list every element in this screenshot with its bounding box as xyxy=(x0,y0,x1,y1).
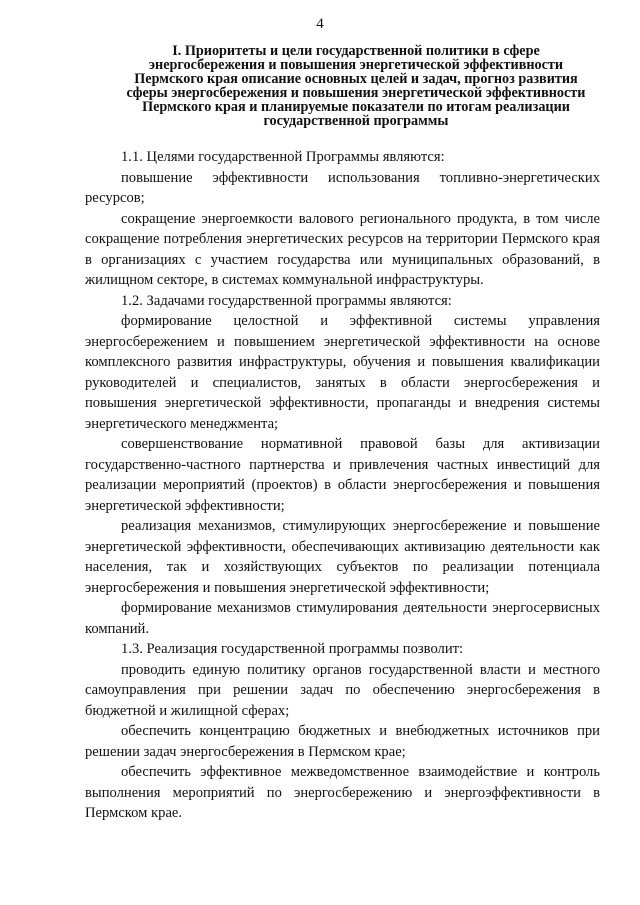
section-title xyxy=(96,44,616,128)
paragraph-result-interaction: обеспечить эффективное межведомственное взаимодействие и контроль выполнения мероприятий по энергосбережению и энергоэффективности в Пермском крае. xyxy=(85,764,600,821)
document-body xyxy=(85,147,600,824)
paragraph-goal-energy-intensity: сокращение энергоемкости валового регионального продукта, в том числе сокращение потребления энергетических ресурсов на территории Пермского края в организациях с участием государства или муниципальных образований, в жилищном секторе, в системах коммунальной инфраструктуры. xyxy=(85,210,600,288)
title-line: Пермского края и планируемые показатели по итогам реализации xyxy=(142,99,570,115)
paragraph-tasks-heading: 1.2. Задачами государственной программы являются: xyxy=(121,292,452,309)
title-line: I. Приоритеты и цели государственной политики в сфере xyxy=(172,43,540,59)
title-line: сферы энергосбережения и повышения энергетической эффективности xyxy=(126,85,586,101)
title-line: Пермского края описание основных целей и задач, прогноз развития xyxy=(134,71,578,87)
paragraph-goal-efficiency: повышение эффективности использования топливно-энергетических ресурсов; xyxy=(85,169,600,206)
page-number: 4 xyxy=(316,16,324,32)
paragraph-result-funding: обеспечить концентрацию бюджетных и внебюджетных источников при решении задач энергосбережения в Пермском крае; xyxy=(85,723,600,760)
title-line: энергосбережения и повышения энергетической эффективности xyxy=(148,57,564,73)
title-line: государственной программы xyxy=(263,113,449,129)
paragraph-results-heading: 1.3. Реализация государственной программы позволит: xyxy=(121,641,464,657)
paragraph-task-energy-service: формирование механизмов стимулирования деятельности энергосервисных компаний. xyxy=(85,600,600,637)
paragraph-task-management-system: формирование целостной и эффективной системы управления энергосбережением и повышением энергетической эффективности на основе комплексного развития инфраструктуры, обучения и повышения квалификации руководителей и специалистов, занятых в области энергосбережения и повышения энергетической эффективности, пропаганды и внедрения системы энергетического менеджмента; xyxy=(85,313,600,432)
paragraph-goals-heading: 1.1. Целями государственной Программы являются: xyxy=(121,149,445,165)
paragraph-task-mechanisms: реализация механизмов, стимулирующих энергосбережение и повышение энергетической эффективности, обеспечивающих активизацию деятельности как населения, так и хозяйствующих субъектов по реализации потенциала энергосбережения и повышения энергетической эффективности; xyxy=(85,518,600,596)
paragraph-task-regulatory-base: совершенствование нормативной правовой базы для активизации государственно-частного партнерства и привлечения частных инвестиций для реализации мероприятий (проектов) в области энергосбережения и повышения энергетической эффективности; xyxy=(85,436,600,514)
paragraph-result-unified-policy: проводить единую политику органов государственной власти и местного самоуправления при решении задач по обеспечению энергосбережения в бюджетной и жилищной сферах; xyxy=(85,661,600,719)
